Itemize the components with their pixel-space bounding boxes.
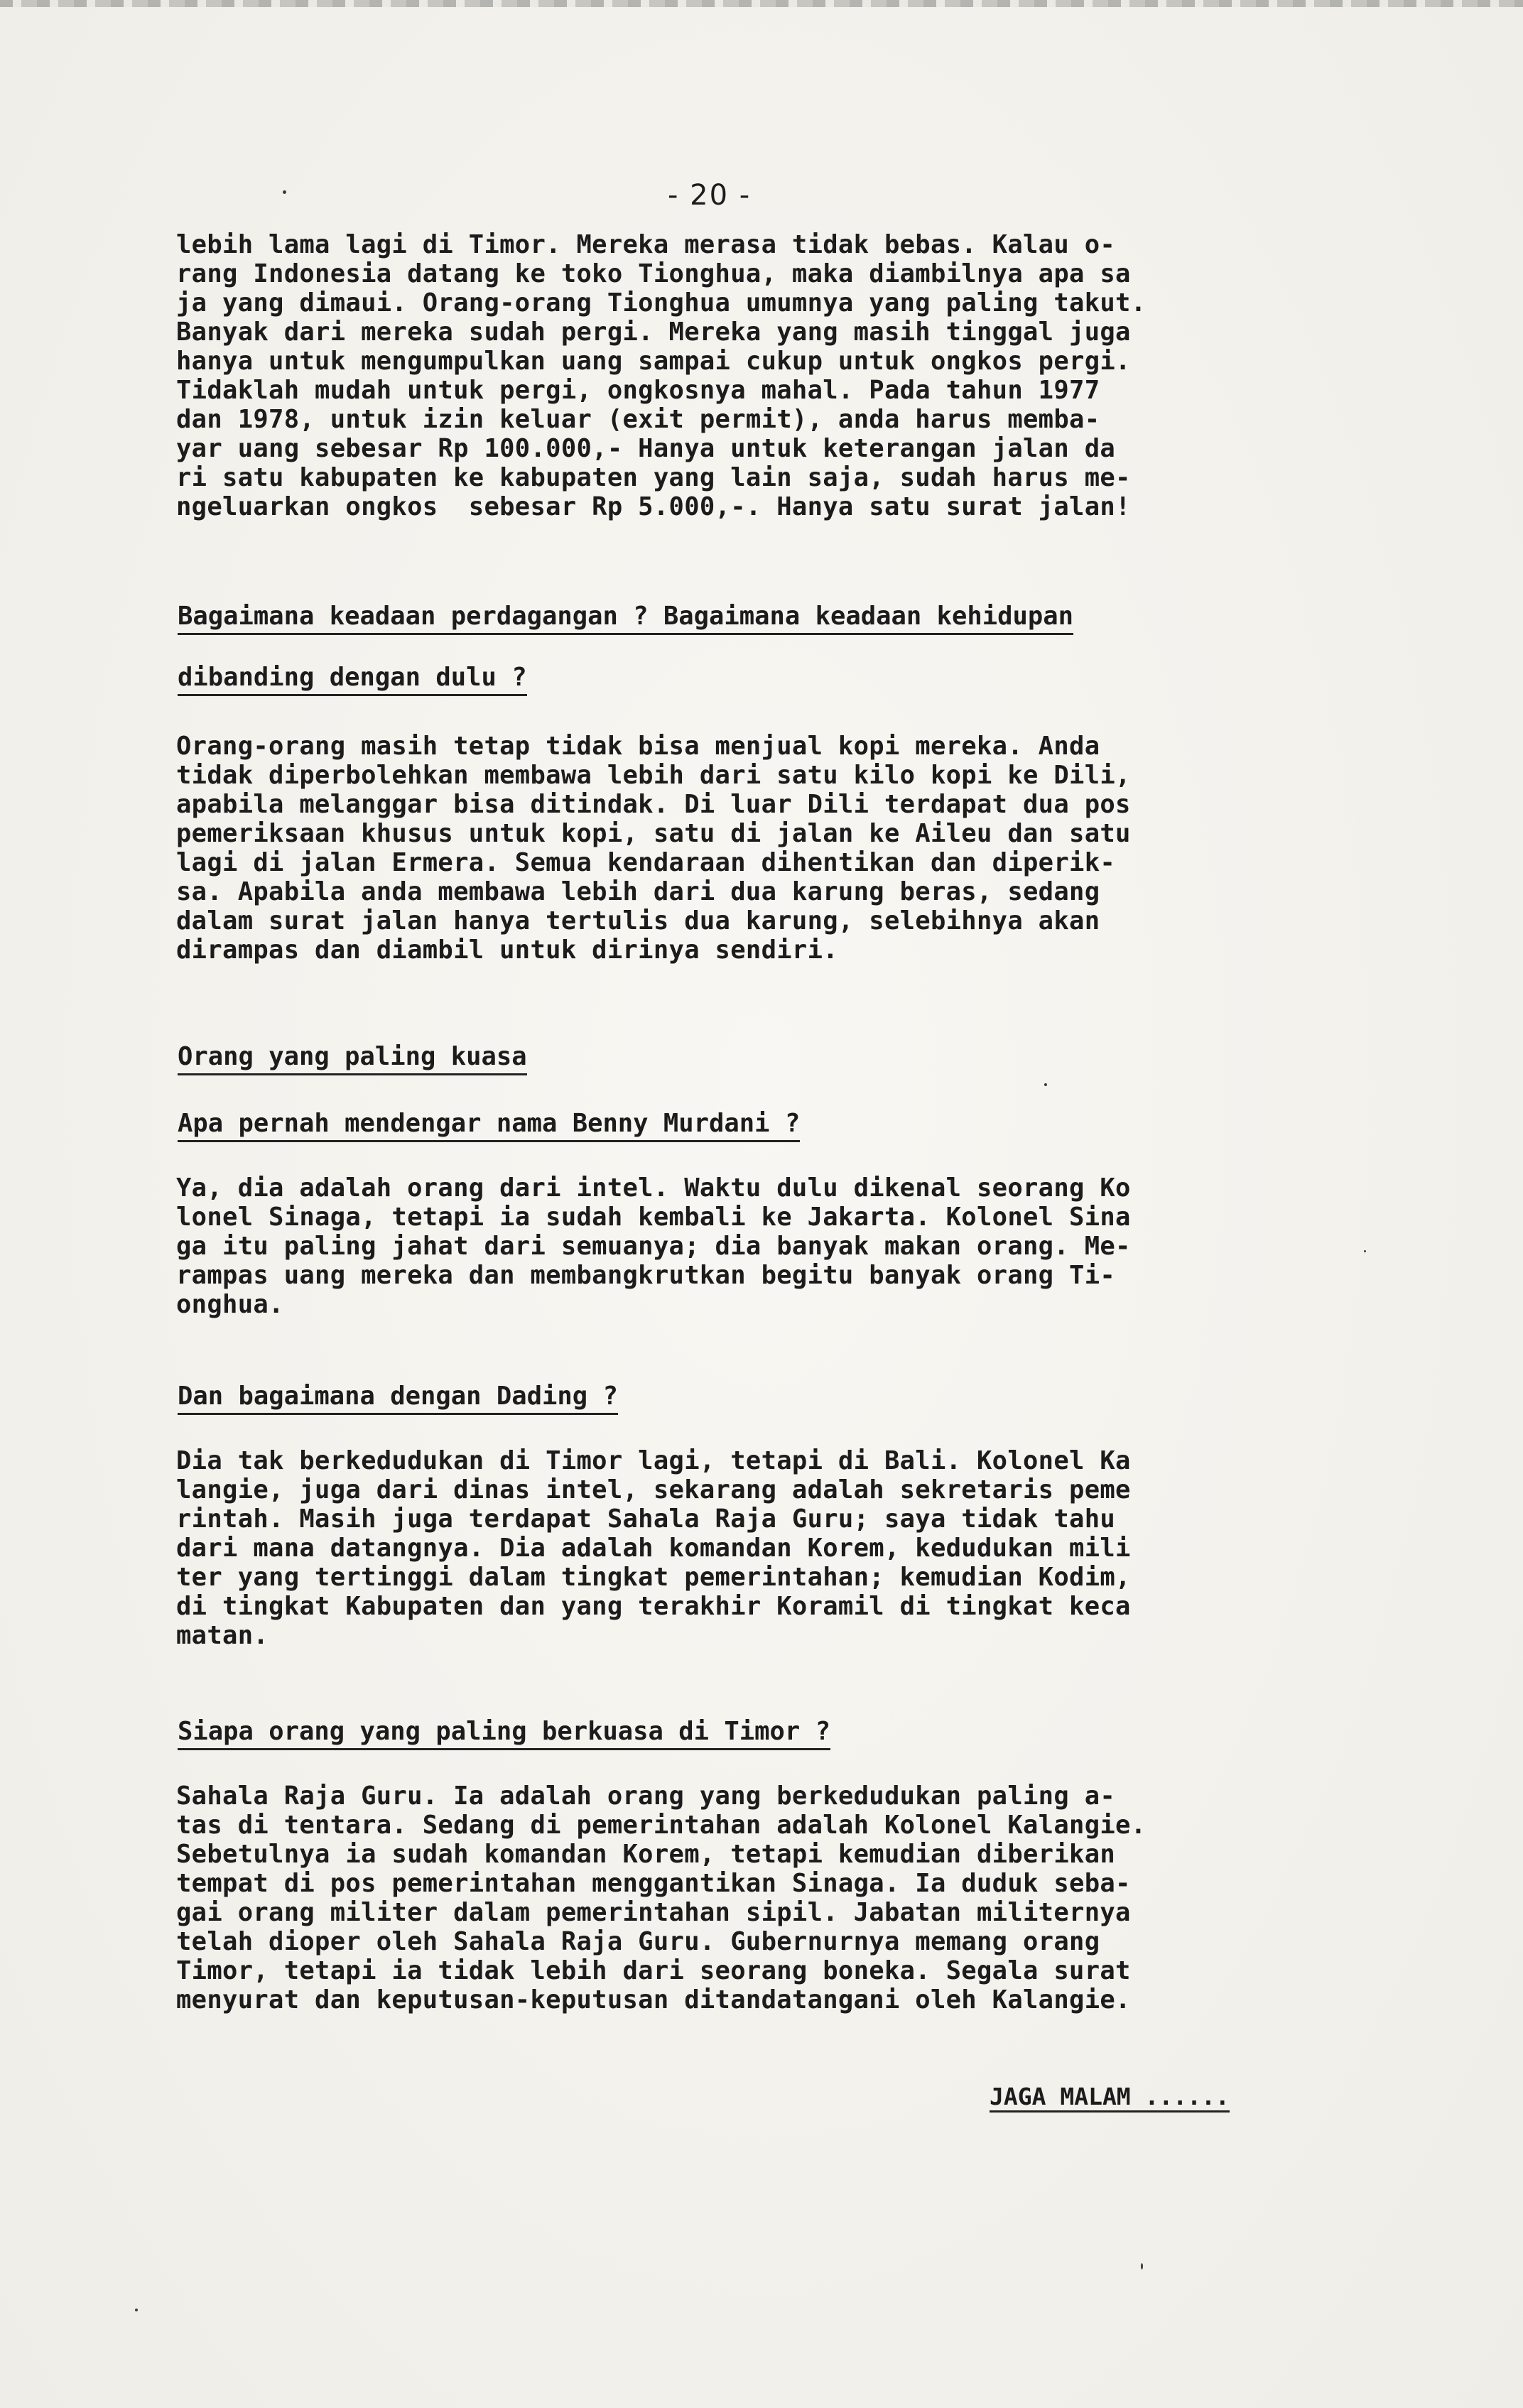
question-heading: dibanding dengan dulu ? [178, 662, 527, 696]
scan-speck [135, 2309, 138, 2311]
text-line: lagi di jalan Ermera. Semua kendaraan dihentikan dan diperik- [176, 848, 1116, 877]
text-line: langie, juga dari dinas intel, sekarang adalah sekretaris peme [176, 1475, 1131, 1504]
text-line: rampas uang mereka dan membangkrutkan begitu banyak orang Ti- [176, 1261, 1116, 1290]
text-line: ter yang tertinggi dalam tingkat pemerintahan; kemudian Kodim, [176, 1563, 1131, 1592]
text-line: ga itu paling jahat dari semuanya; dia banyak makan orang. Me- [176, 1232, 1131, 1261]
scan-speck [1364, 1250, 1366, 1252]
paragraph-2 [176, 732, 1327, 965]
question-heading: Siapa orang yang paling berkuasa di Timor ? [178, 1716, 830, 1750]
text-line: matan. [176, 1621, 269, 1650]
scan-edge [0, 0, 1523, 7]
text-line: ja yang dimaui. Orang-orang Tionghua umumnya yang paling takut. [176, 288, 1147, 318]
question-heading: Bagaimana keadaan perdagangan ? Bagaimana keadaan kehidupan [178, 601, 1073, 635]
text-line: dirampas dan diambil untuk dirinya sendiri. [176, 935, 838, 965]
text-line: onghua. [176, 1290, 284, 1319]
text-line: pemeriksaan khusus untuk kopi, satu di jalan ke Aileu dan satu [176, 819, 1131, 848]
question-heading: Dan bagaimana dengan Dading ? [178, 1381, 618, 1415]
text-line: tidak diperbolehkan membawa lebih dari satu kilo kopi ke Dili, [176, 761, 1131, 790]
text-line: Orang-orang masih tetap tidak bisa menjual kopi mereka. Anda [176, 732, 1100, 761]
text-line: Sahala Raja Guru. Ia adalah orang yang berkedudukan paling a- [176, 1781, 1116, 1811]
paragraph-1 [176, 230, 1327, 521]
text-line: Dia tak berkedudukan di Timor lagi, tetapi di Bali. Kolonel Ka [176, 1446, 1131, 1475]
text-line: tempat di pos pemerintahan menggantikan Sinaga. Ia duduk seba- [176, 1869, 1131, 1898]
text-line: gai orang militer dalam pemerintahan sipil. Jabatan militernya [176, 1898, 1131, 1927]
paragraph-3 [176, 1173, 1327, 1319]
text-line: hanya untuk mengumpulkan uang sampai cukup untuk ongkos pergi. [176, 347, 1131, 376]
text-line: dalam surat jalan hanya tertulis dua karung, selebihnya akan [176, 906, 1100, 935]
text-line: di tingkat Kabupaten dan yang terakhir Koramil di tingkat keca [176, 1592, 1131, 1621]
text-line: telah dioper oleh Sahala Raja Guru. Gubernurnya memang orang [176, 1927, 1100, 1956]
text-line: yar uang sebesar Rp 100.000,- Hanya untuk keterangan jalan da [176, 434, 1116, 463]
text-line: tas di tentara. Sedang di pemerintahan adalah Kolonel Kalangie. [176, 1811, 1147, 1840]
question-heading: Apa pernah mendengar nama Benny Murdani ? [178, 1108, 800, 1142]
text-line: Tidaklah mudah untuk pergi, ongkosnya mahal. Pada tahun 1977 [176, 376, 1100, 405]
scan-speck [1141, 2263, 1143, 2269]
text-line: dari mana datangnya. Dia adalah komandan Korem, kedudukan mili [176, 1534, 1131, 1563]
text-line: ri satu kabupaten ke kabupaten yang lain saja, sudah harus me- [176, 463, 1131, 492]
text-line: Banyak dari mereka sudah pergi. Mereka yang masih tinggal juga [176, 318, 1131, 347]
page-number: - 20 - [668, 179, 752, 212]
text-line: Ya, dia adalah orang dari intel. Waktu dulu dikenal seorang Ko [176, 1173, 1131, 1203]
scan-speck [283, 190, 286, 194]
section-heading: Orang yang paling kuasa [178, 1041, 527, 1075]
text-line: ngeluarkan ongkos sebesar Rp 5.000,-. Hanya satu surat jalan! [176, 492, 1131, 521]
text-line: rintah. Masih juga terdapat Sahala Raja Guru; saya tidak tahu [176, 1504, 1116, 1534]
text-line: menyurat dan keputusan-keputusan ditandatangani oleh Kalangie. [176, 1985, 1131, 2014]
signature: JAGA MALAM ...... [990, 2083, 1230, 2113]
text-line: dan 1978, untuk izin keluar (exit permit), anda harus memba- [176, 405, 1100, 434]
text-line: lebih lama lagi di Timor. Mereka merasa tidak bebas. Kalau o- [176, 230, 1116, 259]
paragraph-5 [176, 1781, 1327, 2014]
text-line: sa. Apabila anda membawa lebih dari dua karung beras, sedang [176, 877, 1100, 906]
paragraph-4 [176, 1446, 1327, 1650]
text-line: Timor, tetapi ia tidak lebih dari seorang boneka. Segala surat [176, 1956, 1131, 1985]
text-line: rang Indonesia datang ke toko Tionghua, maka diambilnya apa sa [176, 259, 1131, 288]
text-line: apabila melanggar bisa ditindak. Di luar Dili terdapat dua pos [176, 790, 1131, 819]
text-line: Sebetulnya ia sudah komandan Korem, tetapi kemudian diberikan [176, 1840, 1116, 1869]
text-line: lonel Sinaga, tetapi ia sudah kembali ke Jakarta. Kolonel Sina [176, 1203, 1131, 1232]
scan-speck [1044, 1083, 1047, 1086]
